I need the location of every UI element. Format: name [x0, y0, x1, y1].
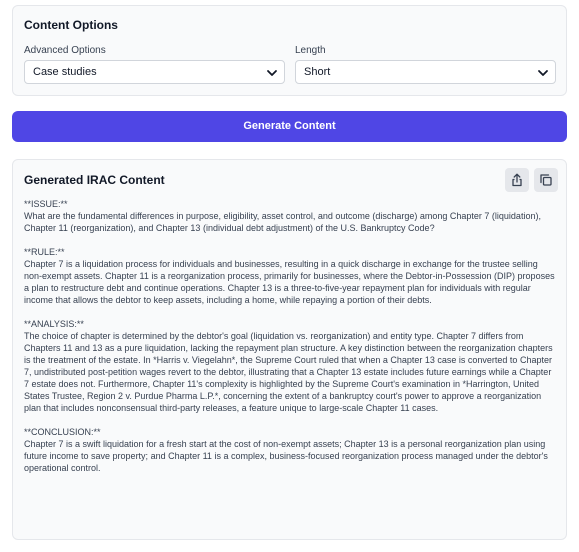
length-value: Short	[304, 66, 331, 78]
conclusion-section	[24, 426, 557, 474]
section-body: Chapter 7 is a liquidation process for individuals and businesses, resulting in a quick discharge in exchange for the trustee selling non-exempt assets. Chapter 11 is a reorganization process, primarily for businesses, where the Debtor-in-Possession (DIP) proposes a plan to restructure debt and continue operations. Chapter 13 is a three-to-five-year repayment plan for individuals with regular income that allows the debtor to keep assets, including a home, while repaying a portion of their debts.	[24, 259, 555, 305]
section-heading: **ANALYSIS:**	[24, 319, 84, 329]
copy-icon	[539, 173, 553, 187]
share-icon	[510, 173, 524, 187]
chevron-down-icon	[266, 67, 278, 79]
chevron-down-icon	[537, 67, 549, 79]
length-select[interactable]	[295, 60, 556, 84]
issue-section	[24, 198, 557, 234]
generated-content-title: Generated IRAC Content	[24, 173, 165, 187]
generate-content-button[interactable]: Generate Content	[12, 111, 567, 142]
section-heading: **RULE:**	[24, 247, 65, 257]
content-options-panel	[12, 5, 567, 96]
generated-content-panel	[12, 159, 567, 540]
section-body: The choice of chapter is determined by the debtor's goal (liquidation vs. reorganization) and entity type. Chapter 7 differs from Chapters 11 and 13 as a pure liquidation, lacking the repayment plan structure. A key distinction between the reorganization chapters is the treatment of the estate. In *Harris v. Viegelahn*, the Supreme Court ruled that when a Chapter 13 case is converted to Chapter 7, undistributed post-petition wages revert to the debtor, illustrating that a Chapter 13 estate includes future earnings while a Chapter 7 estate does not. Furthermore, Chapter 11's complexity is highlighted by the Supreme Court's examination in *Harrington, United States Trustee, Region 2 v. Purdue Pharma L.P.*, concerning the extent of a bankruptcy court's power to approve a reorganization plan that includes nonconsensual third-party releases, a feature unique to large-scale Chapter 11 cases.	[24, 331, 553, 413]
rule-section	[24, 246, 557, 306]
section-body: Chapter 7 is a swift liquidation for a fresh start at the cost of non-exempt assets; Chapter 13 is a personal reorganization plan using future income to save property; and Chapter 11 is a complex, business-focused reorganization process managed under the debtor's operational control.	[24, 439, 548, 473]
section-body: What are the fundamental differences in purpose, eligibility, asset control, and outcome (discharge) among Chapter 7 (liquidation), Chapter 11 (reorganization), and Chapter 13 (individual debt adjustment) of the U.S. Bankruptcy Code?	[24, 211, 541, 233]
advanced-options-value: Case studies	[33, 66, 97, 78]
copy-button[interactable]	[534, 168, 558, 192]
length-label: Length	[295, 45, 326, 56]
irac-content	[24, 198, 557, 486]
analysis-section	[24, 318, 557, 414]
share-button[interactable]	[505, 168, 529, 192]
section-heading: **ISSUE:**	[24, 199, 68, 209]
advanced-options-select[interactable]	[24, 60, 285, 84]
content-options-title: Content Options	[24, 18, 118, 32]
section-heading: **CONCLUSION:**	[24, 427, 101, 437]
advanced-options-label: Advanced Options	[24, 45, 106, 56]
